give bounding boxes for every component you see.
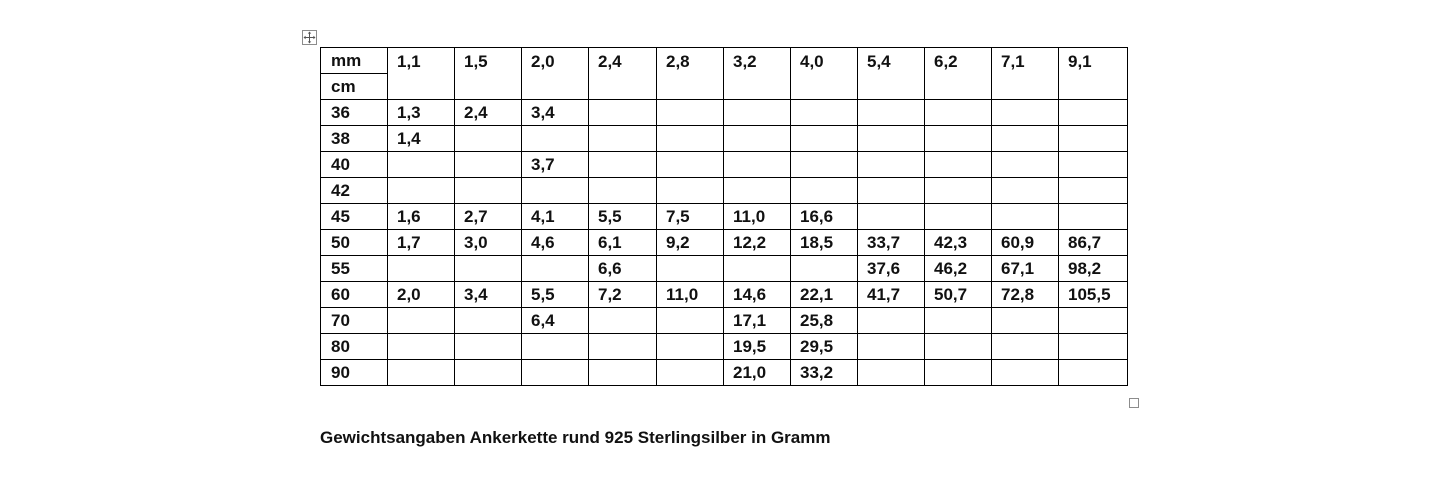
weight-cell [925,334,992,360]
weight-cell [657,152,724,178]
weight-cell: 29,5 [791,334,858,360]
weight-cell: 3,4 [522,100,589,126]
weight-cell [388,152,455,178]
weight-cell [858,126,925,152]
weight-cell [388,334,455,360]
table-row [321,230,1128,256]
weight-cell: 50,7 [925,282,992,308]
weight-cell: 22,1 [791,282,858,308]
weight-cell: 72,8 [992,282,1059,308]
weight-cell [791,100,858,126]
length-cm-cell: 55 [321,256,388,282]
weight-cell: 25,8 [791,308,858,334]
weight-cell [388,256,455,282]
weight-cell [589,308,657,334]
weight-cell [992,126,1059,152]
weight-cell: 11,0 [657,282,724,308]
weight-cell [522,334,589,360]
weight-table [320,47,1128,386]
weight-cell: 6,1 [589,230,657,256]
weight-cell: 42,3 [925,230,992,256]
weight-cell [455,178,522,204]
mm-header-cell: 5,4 [858,48,925,100]
table-move-handle-icon[interactable] [302,30,317,45]
length-cm-cell: 90 [321,360,388,386]
weight-cell [589,100,657,126]
weight-cell [858,100,925,126]
weight-cell: 105,5 [1059,282,1128,308]
weight-cell [724,256,791,282]
weight-cell: 1,3 [388,100,455,126]
weight-cell [724,152,791,178]
weight-cell [522,360,589,386]
weight-cell [589,152,657,178]
weight-cell [992,152,1059,178]
weight-cell [522,178,589,204]
weight-cell [388,308,455,334]
weight-cell: 1,6 [388,204,455,230]
weight-cell [1059,308,1128,334]
table-caption: Gewichtsangaben Ankerkette rund 925 Sterlingsilber in Gramm [320,428,831,447]
weight-cell: 3,7 [522,152,589,178]
weight-cell [589,334,657,360]
weight-cell: 67,1 [992,256,1059,282]
mm-header-cell: 1,5 [455,48,522,100]
weight-cell [925,360,992,386]
length-cm-cell: 80 [321,334,388,360]
table-row [321,256,1128,282]
weight-cell: 1,4 [388,126,455,152]
weight-cell: 60,9 [992,230,1059,256]
weight-cell [657,256,724,282]
weight-cell [657,334,724,360]
weight-cell [455,152,522,178]
mm-header-cell: 1,1 [388,48,455,100]
weight-cell: 46,2 [925,256,992,282]
weight-cell: 5,5 [522,282,589,308]
weight-cell: 6,4 [522,308,589,334]
weight-cell: 2,7 [455,204,522,230]
weight-cell: 2,0 [388,282,455,308]
weight-cell: 3,0 [455,230,522,256]
weight-cell [992,204,1059,230]
weight-cell [455,126,522,152]
weight-cell [1059,334,1128,360]
length-cm-cell: 60 [321,282,388,308]
mm-header-cell: 2,8 [657,48,724,100]
weight-cell: 37,6 [858,256,925,282]
weight-cell [1059,178,1128,204]
length-cm-cell: 42 [321,178,388,204]
mm-header-cell: 7,1 [992,48,1059,100]
weight-cell: 4,1 [522,204,589,230]
weight-cell [724,126,791,152]
weight-cell: 7,2 [589,282,657,308]
weight-cell: 6,6 [589,256,657,282]
mm-header-cell: 2,0 [522,48,589,100]
header-row-mm [321,48,1128,74]
table-row [321,360,1128,386]
weight-table-body [321,48,1128,386]
mm-header-cell: 3,2 [724,48,791,100]
weight-cell: 98,2 [1059,256,1128,282]
weight-cell [522,256,589,282]
weight-cell [992,360,1059,386]
weight-cell [455,334,522,360]
table-row [321,334,1128,360]
weight-cell [1059,100,1128,126]
weight-cell [455,256,522,282]
mm-header-cell: 6,2 [925,48,992,100]
weight-cell: 21,0 [724,360,791,386]
weight-cell [791,178,858,204]
weight-cell [589,126,657,152]
weight-cell [992,100,1059,126]
weight-cell: 3,4 [455,282,522,308]
length-cm-cell: 36 [321,100,388,126]
weight-cell: 11,0 [724,204,791,230]
weight-cell [724,100,791,126]
weight-cell: 33,2 [791,360,858,386]
weight-cell [858,308,925,334]
weight-cell [589,178,657,204]
mm-header-cell: 2,4 [589,48,657,100]
weight-cell [724,178,791,204]
weight-cell [589,360,657,386]
weight-cell [791,126,858,152]
weight-cell [1059,126,1128,152]
corner-label-cm: cm [321,74,388,100]
weight-cell [858,204,925,230]
weight-cell [791,152,858,178]
table-row [321,100,1128,126]
weight-cell [992,178,1059,204]
weight-cell [992,334,1059,360]
weight-cell [657,308,724,334]
weight-cell [858,334,925,360]
table-row [321,282,1128,308]
weight-cell [925,152,992,178]
weight-cell: 2,4 [455,100,522,126]
weight-cell [1059,152,1128,178]
weight-cell [1059,360,1128,386]
weight-cell: 1,7 [388,230,455,256]
weight-cell: 14,6 [724,282,791,308]
mm-header-cell: 9,1 [1059,48,1128,100]
weight-cell: 17,1 [724,308,791,334]
weight-cell: 86,7 [1059,230,1128,256]
weight-cell [657,126,724,152]
weight-cell [791,256,858,282]
table-row [321,308,1128,334]
weight-cell [925,178,992,204]
weight-cell [925,126,992,152]
weight-cell [522,126,589,152]
weight-cell: 5,5 [589,204,657,230]
weight-cell [858,152,925,178]
weight-cell [925,308,992,334]
weight-cell: 7,5 [657,204,724,230]
length-cm-cell: 40 [321,152,388,178]
weight-cell: 9,2 [657,230,724,256]
weight-cell [455,360,522,386]
length-cm-cell: 45 [321,204,388,230]
weight-cell [657,100,724,126]
table-resize-handle-icon[interactable] [1129,398,1139,408]
weight-cell [858,360,925,386]
weight-cell [925,100,992,126]
table-row [321,178,1128,204]
mm-header-cell: 4,0 [791,48,858,100]
weight-cell: 18,5 [791,230,858,256]
table-row [321,126,1128,152]
weight-cell: 33,7 [858,230,925,256]
length-cm-cell: 70 [321,308,388,334]
weight-cell [388,360,455,386]
weight-cell: 12,2 [724,230,791,256]
weight-cell [925,204,992,230]
weight-cell [657,178,724,204]
weight-cell [992,308,1059,334]
table-row [321,204,1128,230]
weight-cell: 19,5 [724,334,791,360]
length-cm-cell: 50 [321,230,388,256]
table-row [321,152,1128,178]
weight-cell: 41,7 [858,282,925,308]
weight-cell [1059,204,1128,230]
weight-cell: 16,6 [791,204,858,230]
weight-cell [858,178,925,204]
weight-cell: 4,6 [522,230,589,256]
weight-cell [657,360,724,386]
weight-cell [388,178,455,204]
length-cm-cell: 38 [321,126,388,152]
weight-cell [455,308,522,334]
corner-label-mm: mm [321,48,388,74]
